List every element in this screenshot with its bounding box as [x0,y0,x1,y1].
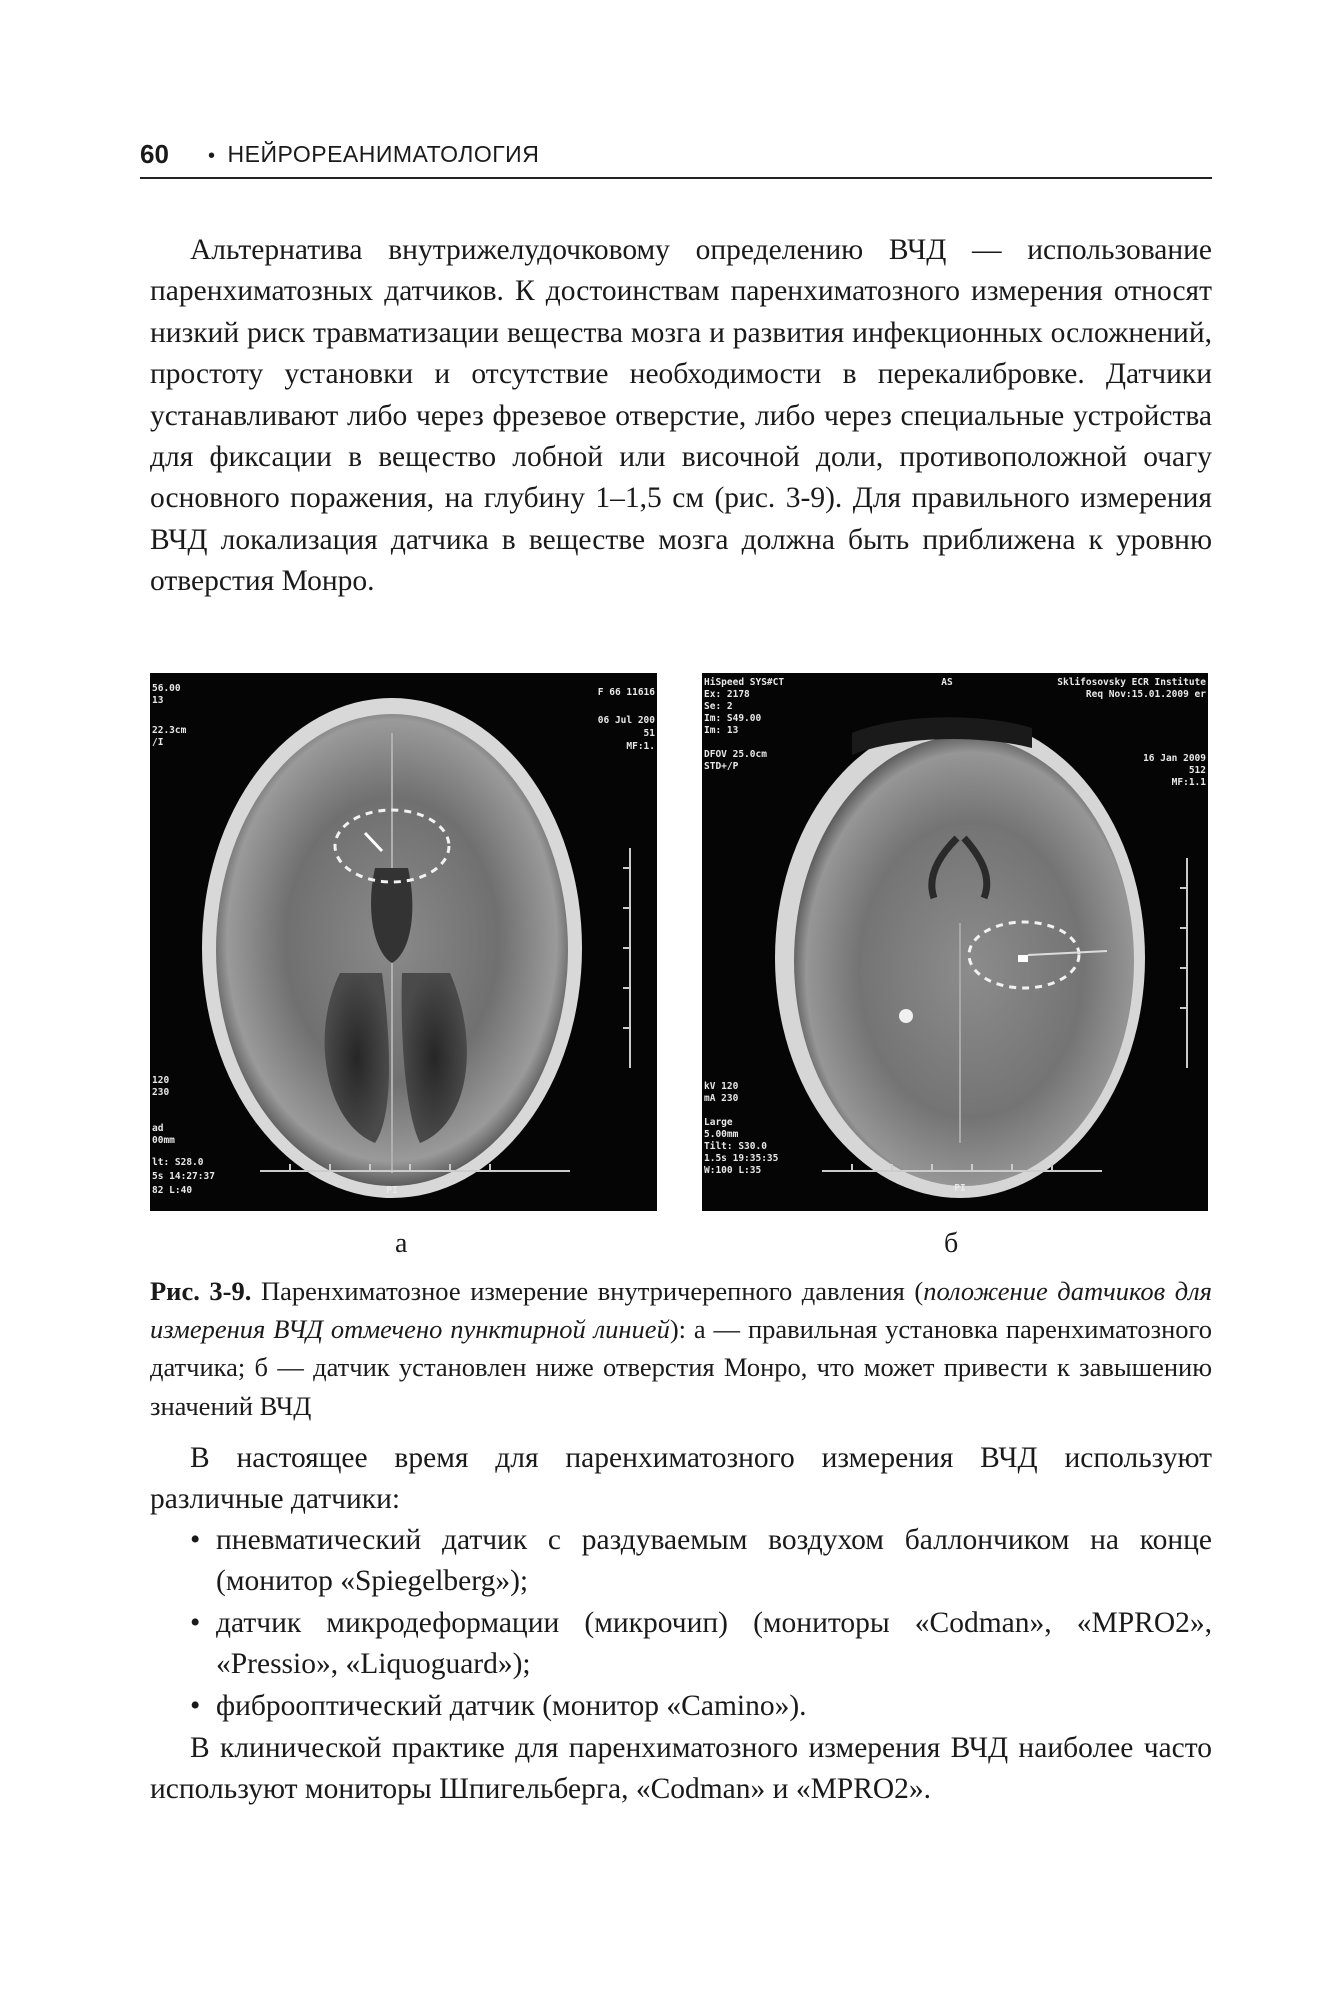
overlay-tl-0: 56.00 [152,683,181,694]
sensor-list [190,1520,1212,1727]
overlay-tl-6: DFOV 25.0cm [704,749,767,760]
panel-label-b: б [944,1228,959,1259]
overlay-tr-2: 06 Jul 200 [597,715,655,726]
running-title: • НЕЙРОРЕАНИМАТОЛОГИЯ [208,141,540,167]
overlay-tl-1: 13 [152,695,164,706]
overlay-tr-1: Req Nov:15.01.2009 er [1085,689,1206,700]
overlay-bl-3: Large [704,1117,733,1128]
overlay-bl-6: 5s 14:27:37 [152,1171,215,1182]
overlay-tl-3: Im: S49.00 [704,713,762,724]
running-title-text: НЕЙРОРЕАНИМАТОЛОГИЯ [227,141,540,167]
caption-text-2: ): а — правильная установка паренхиматозного датчика; б — датчик установлен ниже отверстия Монро, что может привести к завышению значений ВЧД [150,1314,1212,1421]
overlay-bl-1: 230 [152,1087,170,1098]
caption-italic: положение датчиков для измерения ВЧД отмечено пунктирной линией [150,1276,1213,1345]
overlay-bl-5: lt: S28.0 [152,1157,204,1168]
overlay-tl-1: Ex: 2178 [704,689,750,700]
overlay-tl-4: /I [152,737,164,748]
overlay-bl-1: mA 230 [704,1093,739,1104]
scale-bar-right [623,848,630,1068]
running-header [140,135,1212,179]
overlay-tl-0: HiSpeed SYS#CT [704,677,785,688]
overlay-tl-3: 22.3cm [152,725,187,736]
overlay-tr-0: Sklifosovsky ECR Institute [1057,677,1206,688]
overlay-tr-3: 51 [643,728,655,739]
overlay-tr-0: F 66 11616 [597,687,655,698]
sensor-tip [1018,955,1028,962]
overlay-bl-0: 120 [152,1075,170,1086]
overlay-tl-7: STD+/P [704,761,739,772]
overlay-bl-7: 82 L:40 [152,1185,193,1196]
overlay-tl-4: Im: 13 [704,725,739,736]
list-item: • фиброоптический датчик (монитор «Camino»). [190,1686,1212,1727]
overlay-bl-7: W:100 L:35 [704,1165,762,1176]
paragraph-intro: Альтернатива внутрижелудочковому определению ВЧД — использование паренхиматозных датчиков. К достоинствам паренхиматозного измерения относят низкий риск травматизации вещества мозга и развития инфекционных осложнений, простоту установки и отсутствие необходимости в перекалибровке. Датчики устанавливают либо через фрезевое отверстие, либо через специальные устройства для фиксации в вещество лобной или височной доли, противоположной очагу основного поражения, на глубину 1–1,5 см (рис. 3-9). Для правильного измерения ВЧД локализация датчика в веществе мозга должна быть приближена к уровню отверстия Монро. [150,234,1212,598]
overlay-bl-6: 1.5s 19:35:35 [704,1153,779,1164]
overlay-tr-5: MF:1.1 [1171,777,1206,788]
overlay-bottom-center: PI [386,1185,398,1196]
list-item: • датчик микродеформации (микрочип) (мониторы «Codman», «MPRO2», «Pressio», «Liquoguard»); [190,1603,1212,1686]
calcification-spot [899,1009,913,1023]
overlay-bl-4: 00mm [152,1135,175,1146]
overlay-tr-3: 16 Jan 2009 [1143,753,1206,764]
overlay-bottom-center: PI [954,1183,966,1194]
page-number: 60 [140,139,169,169]
brain-tissue [794,736,1134,1186]
ct-scan-b-image [702,673,1208,1211]
overlay-tl-2: Se: 2 [704,701,733,712]
overlay-bl-4: 5.00mm [704,1129,739,1140]
ct-scan-a [150,673,657,1211]
paragraph-clinical-practice: В клинической практике для паренхиматозного измерения ВЧД наиболее часто используют мониторы Шпигельберга, «Codman» и «MPRO2». [150,1732,1212,1806]
overlay-tr-4: MF:1. [626,741,655,752]
figure-number: Рис. 3-9. [150,1276,252,1306]
scale-bar-right [1180,858,1187,1068]
overlay-top-center: AS [941,677,953,688]
caption-text-1: Паренхиматозное измерение внутричерепного давления ( [251,1276,924,1306]
overlay-tr-4: 512 [1188,765,1206,776]
overlay-bl-0: kV 120 [704,1081,739,1092]
figure-caption [150,1272,1212,1425]
ct-scan-b [702,673,1208,1211]
ct-scan-a-image [150,673,657,1211]
panel-label-a: а [395,1228,408,1259]
paragraph-sensors-intro: В настоящее время для паренхиматозного измерения ВЧД используют различные датчики: [150,1442,1212,1516]
list-item: • пневматический датчик с раздуваемым воздухом баллончиком на конце (монитор «Spiegelberg»); [190,1520,1212,1603]
overlay-bl-5: Tilt: S30.0 [704,1141,767,1152]
overlay-bl-3: ad [152,1123,164,1134]
